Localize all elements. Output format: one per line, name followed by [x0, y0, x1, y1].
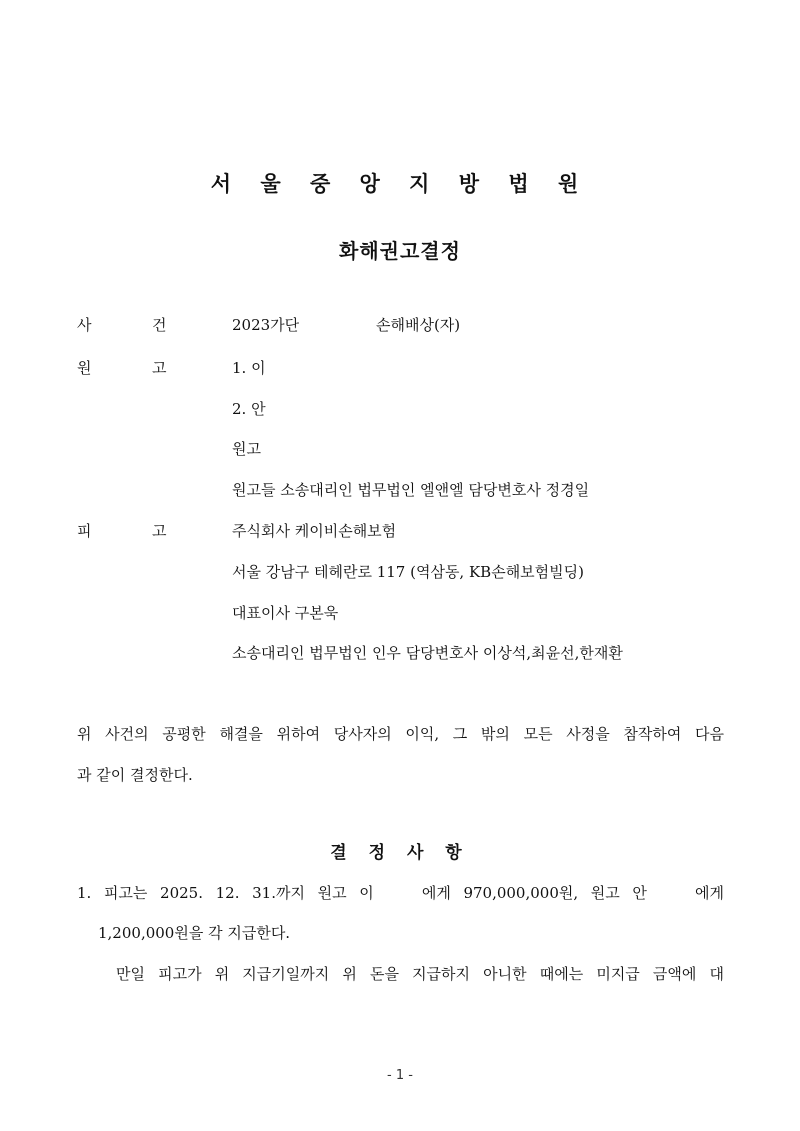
case-name: 손해배상(자) — [376, 316, 461, 334]
defendant-line: 주식회사 케이비손해보험 — [232, 522, 397, 540]
plaintiff-counsel: 원고들 소송대리인 법무법인 엘앤엘 담당변호사 정경일 — [232, 481, 590, 499]
defendant-representative: 대표이사 구본욱 — [232, 604, 339, 622]
plaintiff-label-a: 원 — [77, 359, 92, 377]
decision-heading: 결 정 사 항 — [330, 843, 470, 863]
decision-item-1-line-2: 1,200,000원을 각 지급한다. — [98, 924, 291, 942]
plaintiff-label-b: 고 — [152, 359, 167, 377]
defendant-label-a: 피 — [77, 522, 92, 540]
case-label-b: 건 — [152, 316, 167, 334]
plaintiff-line: 2. 안 — [232, 400, 266, 418]
plaintiff-line: 1. 이 — [232, 359, 266, 377]
page-number: - 1 - — [387, 1068, 413, 1083]
court-name: 서 울 중 앙 지 방 법 원 — [210, 172, 590, 196]
preamble-line-2: 과 같이 결정한다. — [77, 766, 193, 784]
case-number: 2023가단 — [232, 316, 300, 334]
plaintiff-line: 원고 — [232, 440, 261, 458]
defendant-counsel: 소송대리인 법무법인 인우 담당변호사 이상석,최윤선,한재환 — [232, 644, 623, 662]
decision-item-1-line-1: 1. 피고는 2025. 12. 31.까지 원고 이 에게 970,000,000원, 원고 안 에게 — [77, 884, 724, 902]
defendant-address: 서울 강남구 테헤란로 117 (역삼동, KB손해보험빌딩) — [232, 563, 584, 581]
defendant-label-b: 고 — [152, 522, 167, 540]
decision-item-1-line-3: 만일 피고가 위 지급기일까지 위 돈을 지급하지 아니한 때에는 미지급 금액에 대 — [116, 965, 724, 983]
preamble-line-1: 위 사건의 공평한 해결을 위하여 당사자의 이익, 그 밖의 모든 사정을 참작하여 다음 — [77, 725, 724, 743]
document-title: 화해권고결정 — [339, 239, 461, 263]
case-label-a: 사 — [77, 316, 92, 334]
